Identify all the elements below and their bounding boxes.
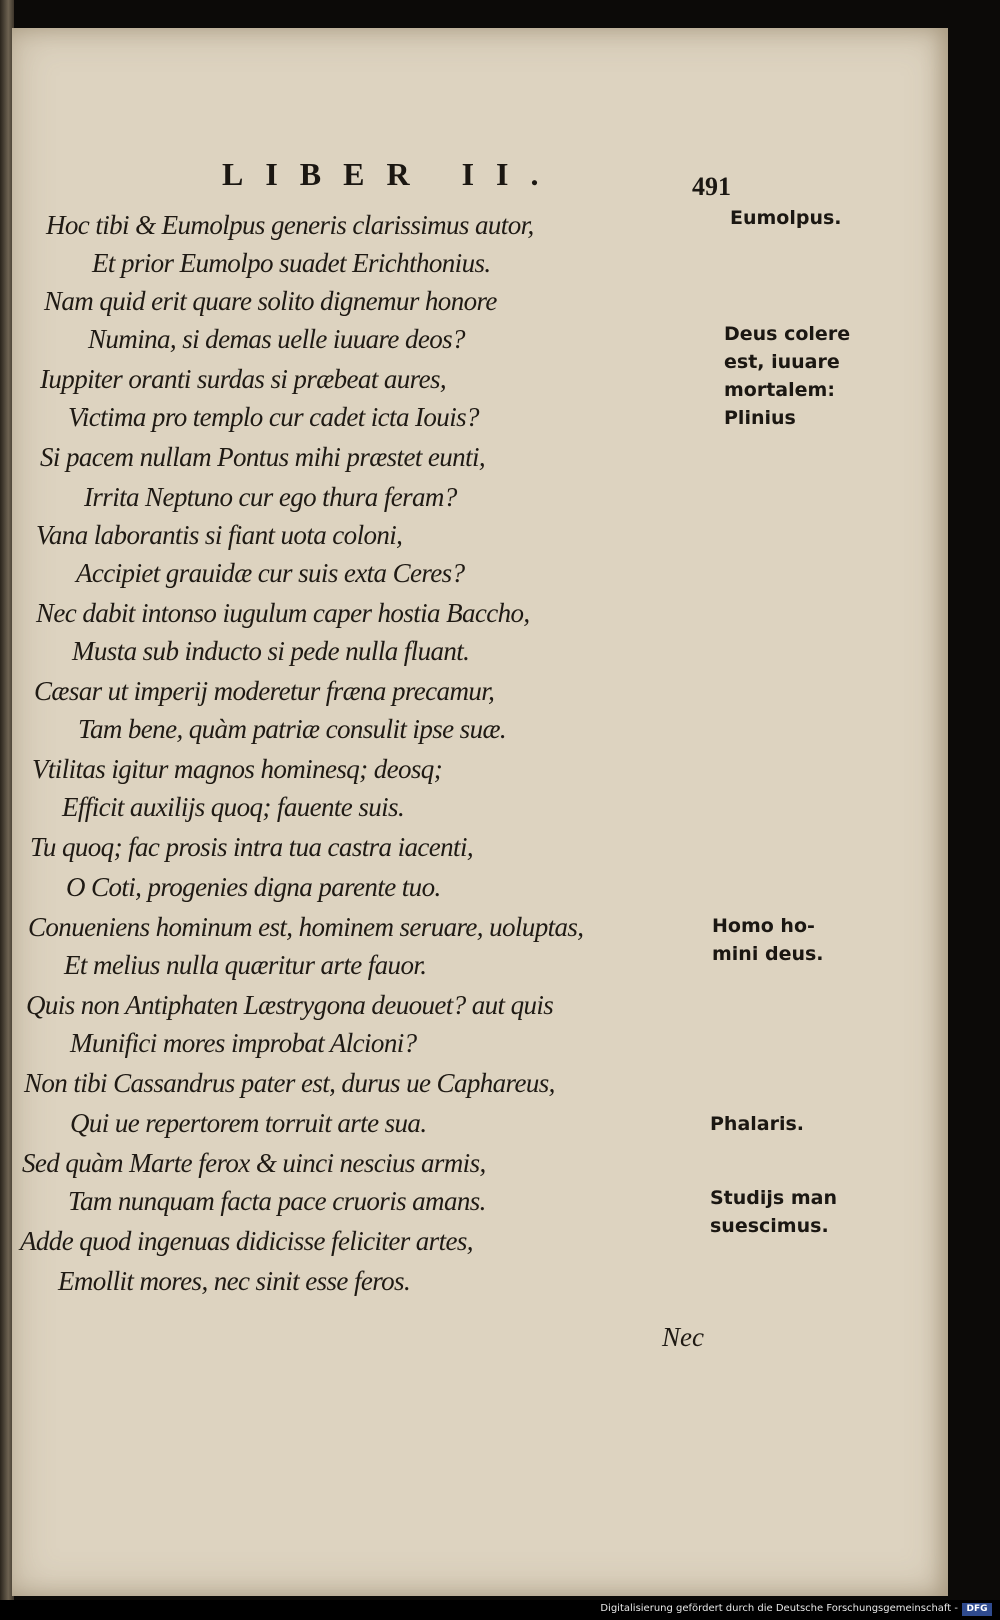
verse-line: Iuppiter oranti surdas si præbeat aures,	[40, 364, 447, 394]
verse-line: Et melius nulla quæritur arte fauor.	[64, 950, 427, 980]
margin-note: Eumolpus.	[730, 207, 842, 229]
verse-line: Tu quoq; fac prosis intra tua castra iacenti,	[30, 832, 474, 862]
verse-line: Conueniens hominum est, hominem seruare, uoluptas,	[28, 912, 584, 942]
verse-line: Qui ue repertorem torruit arte sua.	[70, 1108, 427, 1138]
verse-line: Nam quid erit quare solito dignemur honore	[44, 286, 497, 316]
margin-note: Studijs man	[710, 1187, 837, 1209]
margin-note: Deus colere	[724, 323, 851, 345]
verse-line: Adde quod ingenuas didicisse feliciter artes,	[20, 1226, 473, 1256]
catchword: Nec	[662, 1322, 704, 1352]
verse-line: Tam nunquam facta pace cruoris amans.	[68, 1186, 486, 1216]
verse-line: Accipiet grauidæ cur suis exta Ceres?	[76, 558, 465, 588]
margin-note: Phalaris.	[710, 1113, 805, 1135]
margin-note: est, iuuare	[724, 351, 840, 373]
margin-note: Homo ho-	[712, 915, 815, 937]
verse-line: Cæsar ut imperij moderetur fræna precamur,	[34, 676, 495, 706]
running-title: LIBER II.	[222, 156, 561, 192]
verse-line: Victima pro templo cur cadet icta Iouis?	[68, 402, 479, 432]
verse-line: Si pacem nullam Pontus mihi præstet eunti,	[40, 442, 486, 472]
margin-note: mini deus.	[712, 943, 824, 965]
verse-line: Quis non Antiphaten Læstrygona deuouet? aut quis	[26, 990, 554, 1020]
margin-note: mortalem:	[724, 379, 835, 401]
verse-line: Vana laborantis si fiant uota coloni,	[36, 520, 403, 550]
verse-line: Nec dabit intonso iugulum caper hostia Baccho,	[36, 598, 530, 628]
verse-line: Tam bene, quàm patriæ consulit ipse suæ.	[78, 714, 507, 744]
verse-line: Vtilitas igitur magnos hominesq; deosq;	[32, 754, 443, 784]
verse-line: Musta sub inducto si pede nulla fluant.	[72, 636, 470, 666]
verse-line: Numina, si demas uelle iuuare deos?	[88, 324, 465, 354]
verse-line: Hoc tibi & Eumolpus generis clarissimus autor,	[46, 210, 534, 240]
margin-note: suescimus.	[710, 1215, 829, 1237]
verse-line: Sed quàm Marte ferox & uinci nescius armis,	[22, 1148, 486, 1178]
page-number: 491	[692, 172, 731, 201]
digitization-footer	[0, 1600, 1000, 1620]
dfg-logo: DFG	[962, 1603, 992, 1616]
book-page	[12, 28, 948, 1596]
verse-line: O Coti, progenies digna parente tuo.	[66, 872, 441, 902]
verse-line: Et prior Eumolpo suadet Erichthonius.	[92, 248, 491, 278]
verse-line: Emollit mores, nec sinit esse feros.	[58, 1266, 411, 1296]
verse-line: Irrita Neptuno cur ego thura feram?	[84, 482, 457, 512]
footer-credit: Digitalisierung gefördert durch die Deutsche Forschungsgemeinschaft -	[600, 1603, 958, 1614]
verse-line: Efficit auxilijs quoq; fauente suis.	[62, 792, 405, 822]
verse-line: Munifici mores improbat Alcionі?	[70, 1028, 417, 1058]
verse-line: Non tibi Cassandrus pater est, durus ue Caphareus,	[24, 1068, 555, 1098]
margin-note: Plinius	[724, 407, 796, 429]
